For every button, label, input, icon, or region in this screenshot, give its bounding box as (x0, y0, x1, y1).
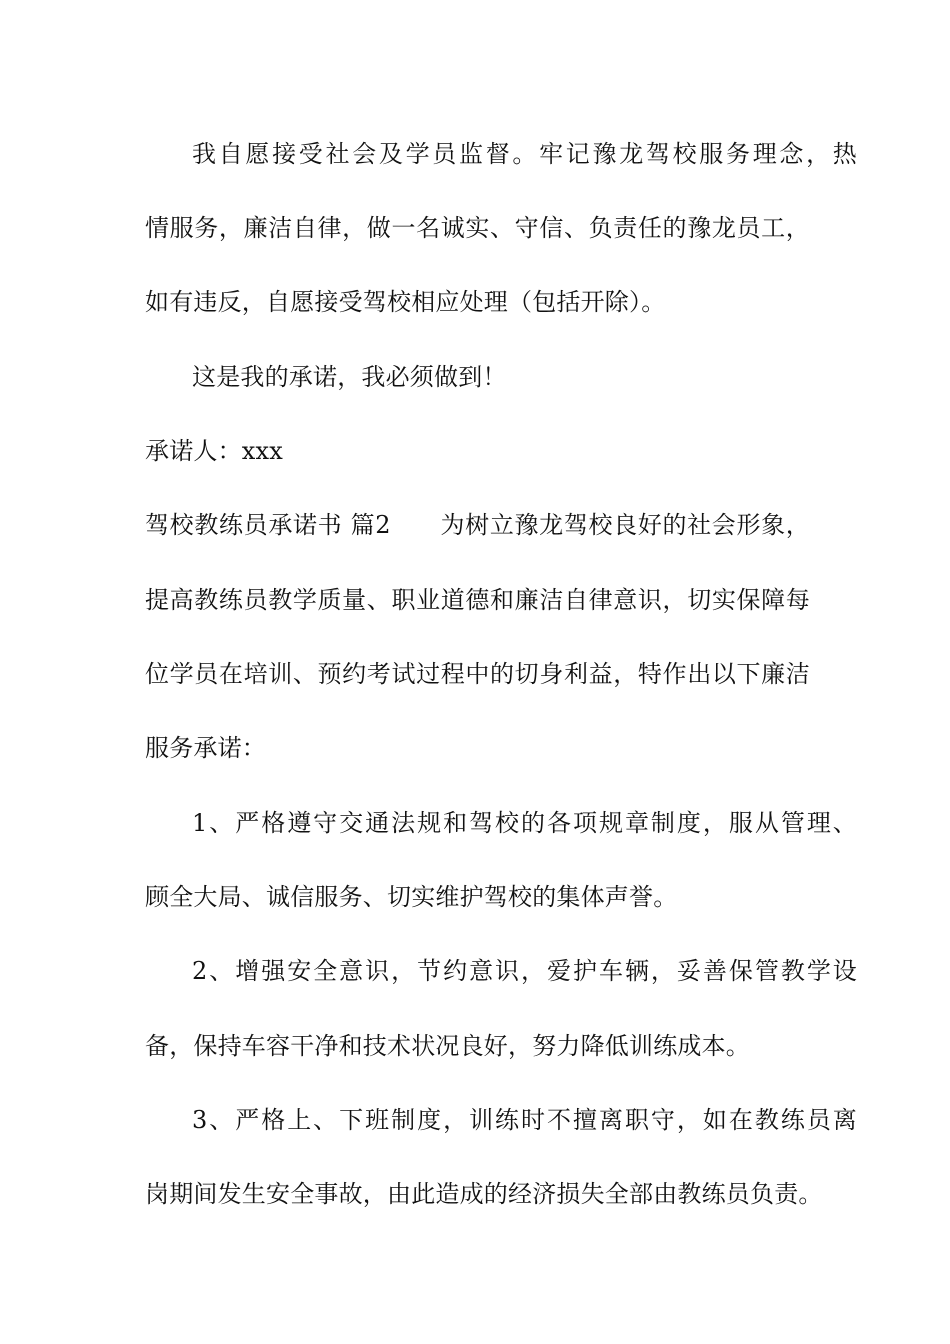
signature-line: 承诺人：xxx (145, 437, 284, 465)
paragraph-line: 服务承诺： (145, 734, 266, 762)
list-item-line: 顾全大局、诚信服务、切实维护驾校的集体声誉。 (145, 883, 678, 911)
paragraph-line: 情服务，廉洁自律，做一名诚实、守信、负责任的豫龙员工， (145, 214, 810, 242)
list-item-line: 岗期间发生安全事故，由此造成的经济损失全部由教练员负责。 (145, 1180, 823, 1208)
list-item-line: 1、严格遵守交通法规和驾校的各项规章制度，服从管理、 (192, 809, 857, 837)
paragraph-line: 我自愿接受社会及学员监督。牢记豫龙驾校服务理念，热 (192, 140, 857, 168)
list-item-line: 备，保持车容干净和技术状况良好，努力降低训练成本。 (145, 1032, 750, 1060)
section-heading-line: 驾校教练员承诺书 篇2 为树立豫龙驾校良好的社会形象， (145, 511, 810, 539)
paragraph-line: 这是我的承诺，我必须做到！ (192, 363, 507, 391)
paragraph-line: 提高教练员教学质量、职业道德和廉洁自律意识，切实保障每 (145, 586, 810, 614)
list-item-line: 3、严格上、下班制度，训练时不擅离职守，如在教练员离 (192, 1106, 857, 1134)
list-item-line: 2、增强安全意识，节约意识，爱护车辆，妥善保管教学设 (192, 957, 857, 985)
paragraph-line: 位学员在培训、预约考试过程中的切身利益，特作出以下廉洁 (145, 660, 810, 688)
paragraph-line: 如有违反，自愿接受驾校相应处理（包括开除）。 (145, 288, 666, 316)
